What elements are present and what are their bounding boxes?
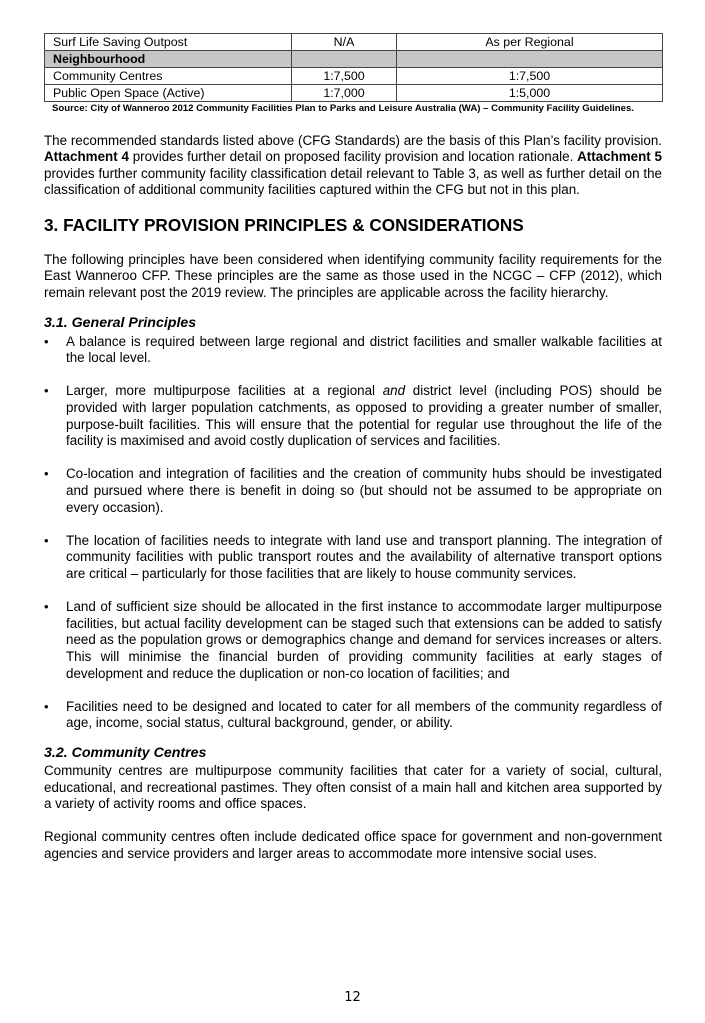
table-row [45, 85, 663, 102]
standards-table-body [45, 34, 663, 102]
bullet-icon: • [44, 333, 49, 349]
community-centres-paragraph-2: Regional community centres often include dedicated office space for government and non-government agencies and service providers and larger areas to accommodate more intensive social uses. [44, 829, 662, 861]
principle-text: A balance is required between large regional and district facilities and smaller walkable facilities at the local level. [66, 333, 662, 366]
facility-name-cell: Community Centres [45, 68, 292, 85]
list-item [44, 599, 662, 682]
table-row [45, 68, 663, 85]
community-centres-heading: 3.2. Community Centres [44, 744, 207, 761]
principle-text-end: district level (including POS) should be provided with larger population catchments, as opposed to providing a greater number of smaller, purpose-built facilities. This will ensure that the potential for regular use throughout the life of the facility is maximised and avoid costly duplication of services and facilities. [66, 383, 662, 449]
principles-list [44, 334, 662, 732]
facility-name-cell: Public Open Space (Active) [45, 85, 292, 102]
list-item [44, 699, 662, 732]
principle-text [66, 383, 662, 449]
bullet-icon: • [44, 383, 49, 399]
standard-cell: As per Regional [397, 34, 663, 51]
group-label-cell: Neighbourhood [45, 51, 292, 68]
ratio-cell: 1:7,500 [292, 68, 397, 85]
attachment-5-ref: Attachment 5 [577, 149, 663, 165]
general-principles-heading: 3.1. General Principles [44, 314, 197, 331]
intro-text-1: The recommended standards listed above (CFG Standards) are the basis of this Plan’s facility provision. [44, 132, 662, 148]
page-number: 12 [344, 990, 361, 1005]
section-3-paragraph: The following principles have been considered when identifying community facility requirements for the East Wanneroo CFP. These principles are the same as those used in the NCGC – CFP (2012), which remain relevant post the 2019 review. The principles are applicable across the facility hierarchy. [44, 251, 662, 301]
list-item [44, 466, 662, 516]
bullet-icon: • [44, 466, 49, 482]
group-empty-cell [292, 51, 397, 68]
table-row [45, 34, 663, 51]
list-item [44, 334, 662, 367]
bullet-icon: • [44, 698, 49, 714]
section-3-heading: 3. FACILITY PROVISION PRINCIPLES & CONSIDERATIONS [44, 214, 524, 235]
ratio-cell: N/A [292, 34, 397, 51]
standard-cell: 1:5,000 [397, 85, 663, 102]
intro-text-2: provides further detail on proposed facility provision and location rationale. [128, 149, 578, 165]
list-item [44, 533, 662, 583]
intro-paragraph [44, 133, 662, 199]
community-centres-paragraph-1: Community centres are multipurpose community facilities that cater for a variety of social, cultural, educational, and recreational pastimes. They often consist of a main hall and kitchen area supported by a variety of activity rooms and office spaces. [44, 762, 662, 812]
bullet-icon: • [44, 532, 49, 548]
list-item [44, 383, 662, 449]
principle-text: Facilities need to be designed and located to cater for all members of the community regardless of age, income, social status, cultural background, gender, or ability. [66, 698, 662, 731]
principle-text: Co-location and integration of facilities and the creation of community hubs should be investigated and pursued where there is benefit in doing so (but should not be assumed to be appropriate on every occasion). [66, 466, 662, 515]
principle-text: The location of facilities needs to integrate with land use and transport planning. The integration of community facilities with public transport routes and the availability of alternative transport options are critical – particularly for those facilities that are likely to house community services. [66, 532, 662, 581]
bullet-icon: • [44, 599, 49, 615]
standard-cell: 1:7,500 [397, 68, 663, 85]
principle-emphasis: and [382, 383, 406, 399]
table-group-row [45, 51, 663, 68]
document-page [44, 33, 662, 862]
intro-text-3: provides further community facility classification detail relevant to Table 3, as well as further detail on the classification of additional community facilities captured within the CFG but not in this plan. [44, 165, 662, 198]
table-source-note: Source: City of Wanneroo 2012 Community Facilities Plan to Parks and Leisure Australia (WA) – Community Facility Guidelines. [52, 103, 634, 114]
ratio-cell: 1:7,000 [292, 85, 397, 102]
group-empty-cell [397, 51, 663, 68]
facility-name-cell: Surf Life Saving Outpost [45, 34, 292, 51]
principle-text-start: Larger, more multipurpose facilities at a regional [66, 383, 383, 399]
standards-table [44, 33, 663, 102]
principle-text: Land of sufficient size should be allocated in the first instance to accommodate larger multipurpose facilities, but actual facility development can be staged such that extensions can be added to satisfy need as the population grows or demographics change and demand for services increases or alters. This will minimise the financial burden of providing community facilities at early stages of development and reduce the duplication or non-co location of facilities; and [66, 599, 662, 681]
attachment-4-ref: Attachment 4 [44, 149, 129, 165]
